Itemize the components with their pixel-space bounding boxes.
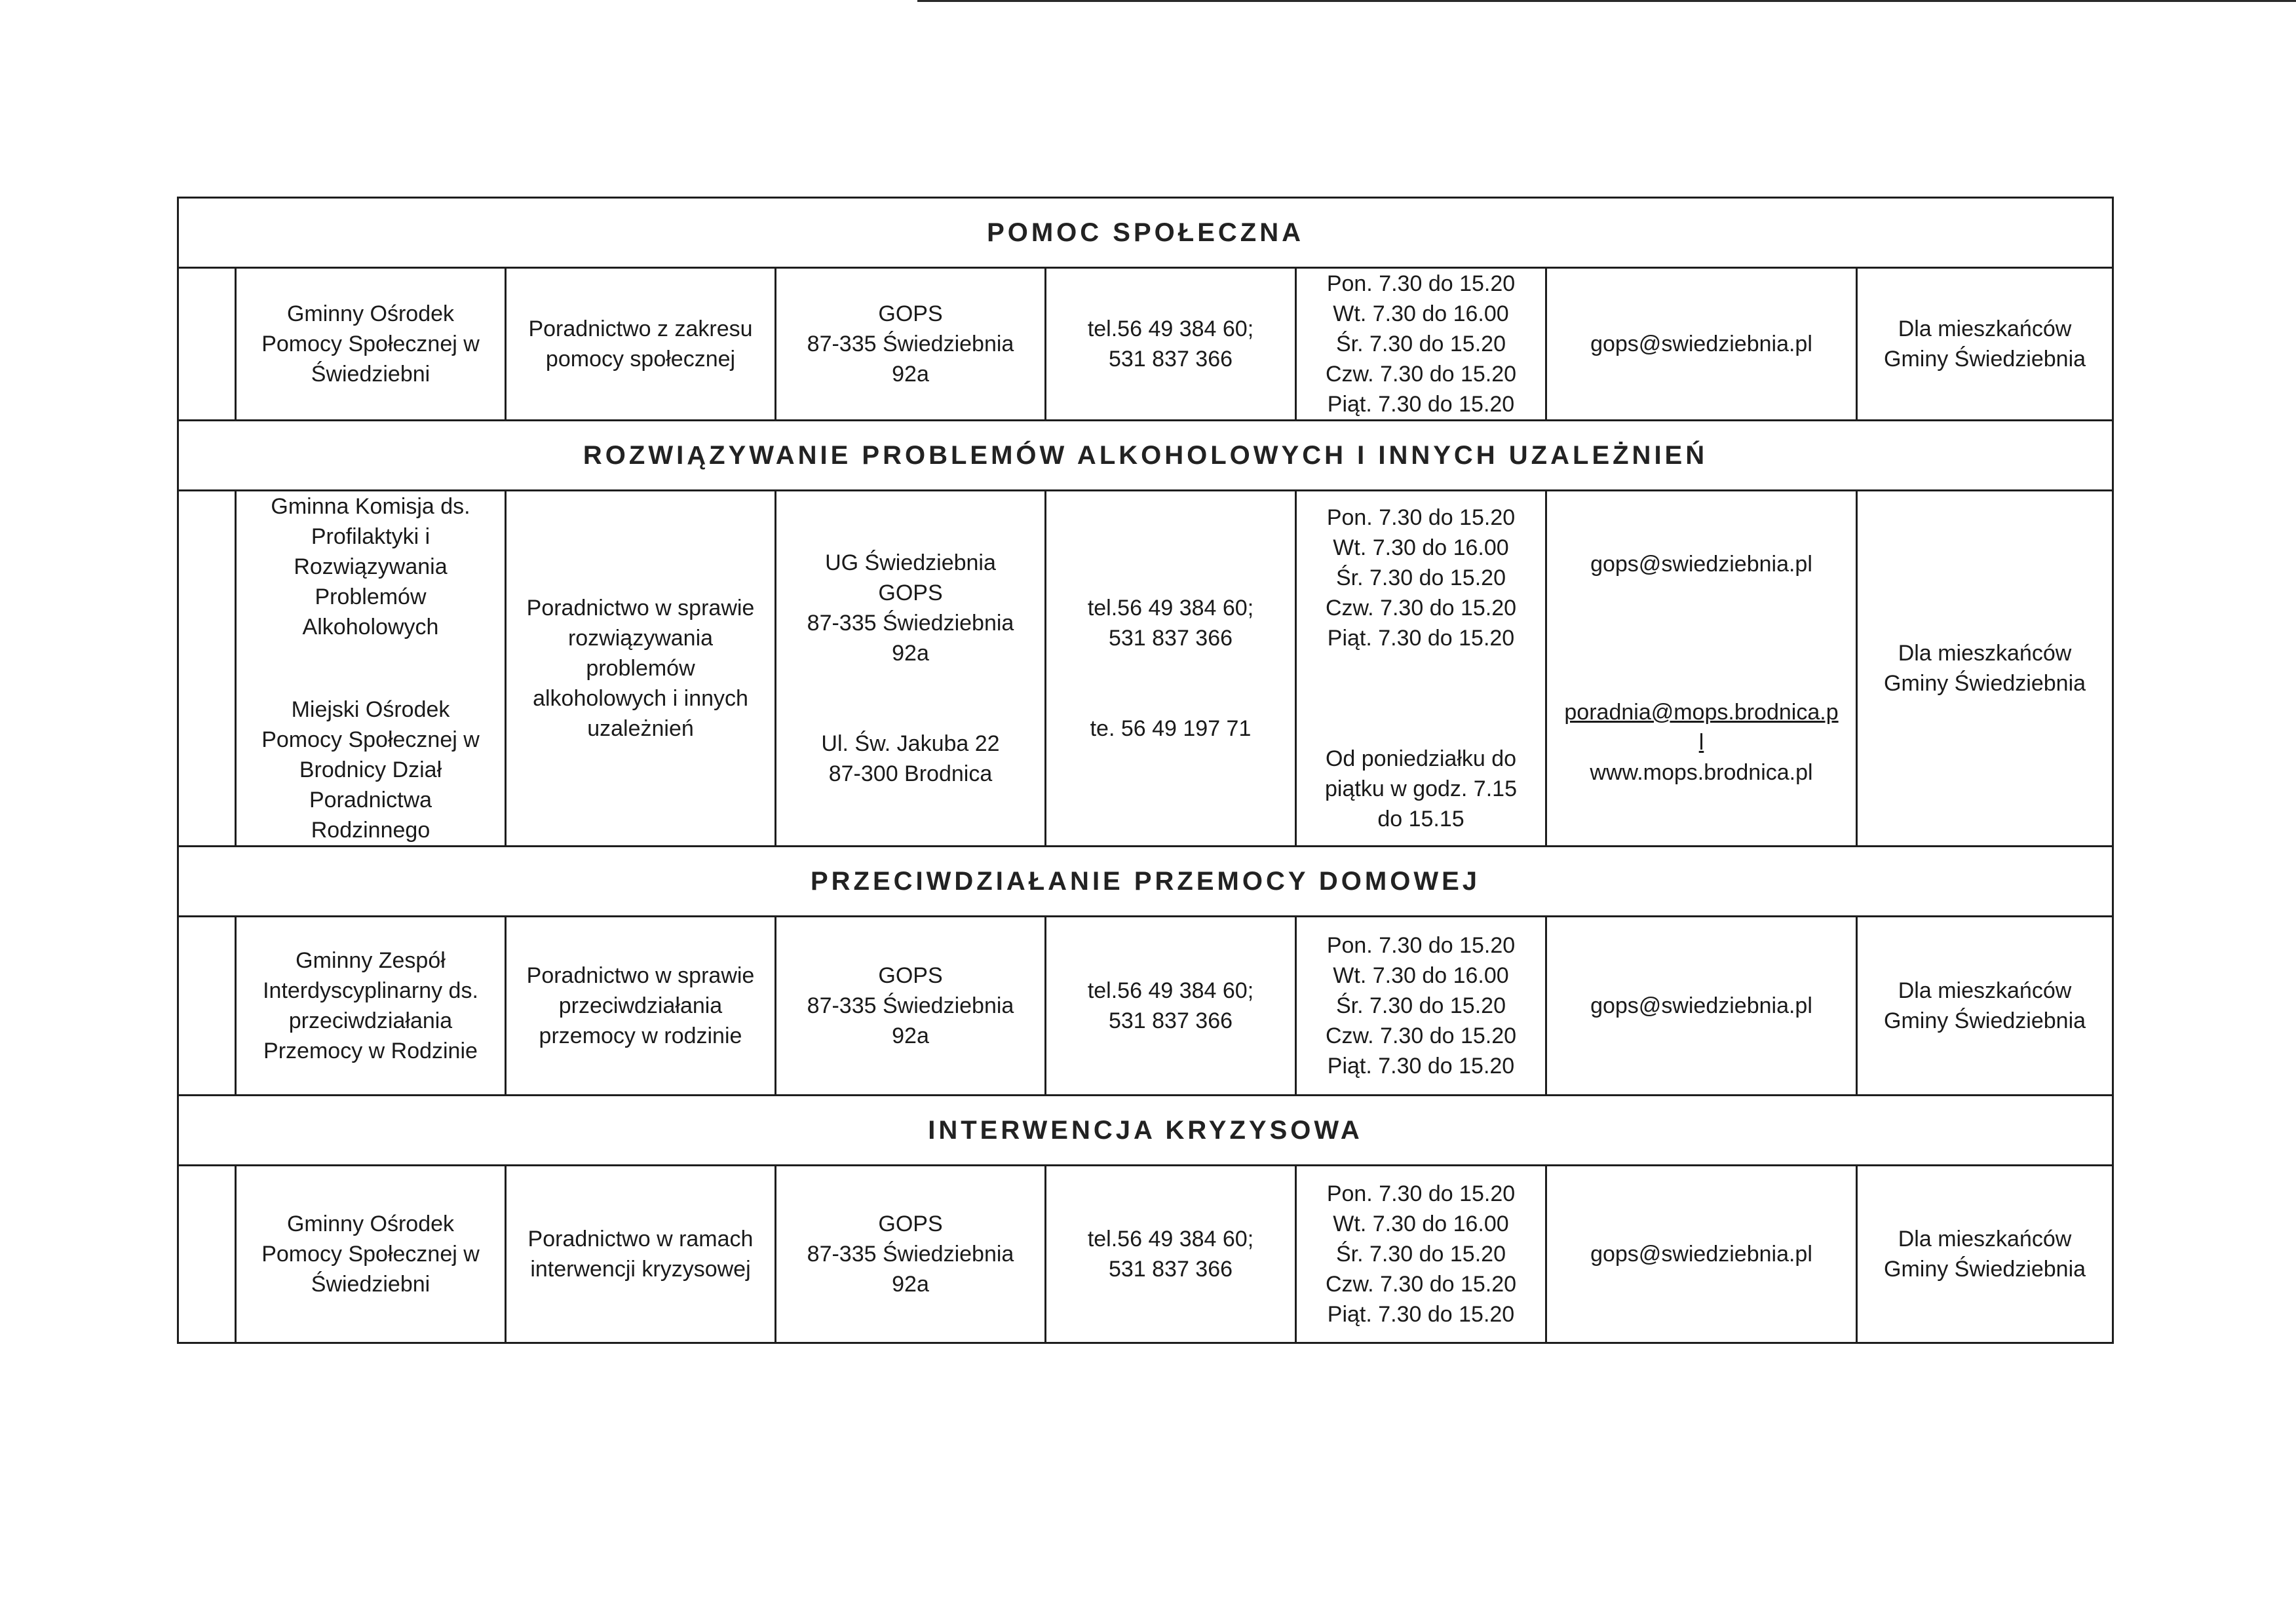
audience-cell: Dla mieszkańców Gminy Świedziebnia [1857,268,2113,421]
address-cell: GOPS 87-335 Świedziebnia 92a [776,1166,1046,1343]
email-cell[interactable]: gops@swiedziebnia.pl [1546,268,1857,421]
service-cell: Poradnictwo w sprawie rozwiązywania problemów alkoholowych i innych uzależnień [506,491,776,847]
hours-b: Od poniedziałku do piątku w godz. 7.15 do 15.15 [1325,746,1517,831]
address-b: Ul. Św. Jakuba 22 87-300 Brodnica [821,731,1000,786]
service-cell: Poradnictwo w sprawie przeciwdziałania przemocy w rodzinie [506,917,776,1096]
audience-cell: Dla mieszkańców Gminy Świedziebnia [1857,491,2113,847]
institution-a: Gminna Komisja ds. Profilaktyki i Rozwiązywania Problemów Alkoholowych [271,494,470,640]
row-number-cell [178,1166,236,1343]
hours-a: Pon. 7.30 do 15.20 Wt. 7.30 do 16.00 Śr. 7.30 do 15.20 Czw. 7.30 do 15.20 Piąt. 7.30 do 15.20 [1325,505,1517,651]
scan-top-border [917,0,2296,2]
section-header-social-help [178,198,2113,268]
section-title: POMOC SPOŁECZNA [178,198,2113,268]
phone-b: te. 56 49 197 71 [1090,716,1252,741]
email-cell [1546,491,1857,847]
institution-cell: Gminny Ośrodek Pomocy Społecznej w Świedziebni [236,268,506,421]
website-link[interactable]: www.mops.brodnica.pl [1590,760,1813,785]
phone-a: tel.56 49 384 60; 531 837 366 [1087,596,1254,651]
help-services-table [177,197,2114,1344]
phone-cell: tel.56 49 384 60; 531 837 366 [1046,268,1296,421]
address-a: UG Świedziebnia GOPS 87-335 Świedziebnia 92a [807,550,1014,666]
hours-cell: Pon. 7.30 do 15.20 Wt. 7.30 do 16.00 Śr. 7.30 do 15.20 Czw. 7.30 do 15.20 Piąt. 7.30 do 15.20 [1296,917,1546,1096]
table-row [178,491,2113,847]
address-cell [776,491,1046,847]
section-title: INTERWENCJA KRYZYSOWA [178,1096,2113,1166]
section-title: ROZWIĄZYWANIE PROBLEMÓW ALKOHOLOWYCH I INNYCH UZALEŻNIEŃ [178,421,2113,491]
institution-b: Miejski Ośrodek Pomocy Społecznej w Brodnicy Dział Poradnictwa Rodzinnego [261,697,480,843]
row-number-cell [178,917,236,1096]
address-cell: GOPS 87-335 Świedziebnia 92a [776,268,1046,421]
hours-cell: Pon. 7.30 do 15.20 Wt. 7.30 do 16.00 Śr. 7.30 do 15.20 Czw. 7.30 do 15.20 Piąt. 7.30 do 15.20 [1296,268,1546,421]
phone-cell: tel.56 49 384 60; 531 837 366 [1046,917,1296,1096]
email-cell[interactable]: gops@swiedziebnia.pl [1546,917,1857,1096]
table-row [178,917,2113,1096]
phone-cell [1046,491,1296,847]
email-cell[interactable]: gops@swiedziebnia.pl [1546,1166,1857,1343]
address-cell: GOPS 87-335 Świedziebnia 92a [776,917,1046,1096]
section-header-crisis [178,1096,2113,1166]
hours-cell [1296,491,1546,847]
institution-cell [236,491,506,847]
phone-cell: tel.56 49 384 60; 531 837 366 [1046,1166,1296,1343]
hours-cell: Pon. 7.30 do 15.20 Wt. 7.30 do 16.00 Śr. 7.30 do 15.20 Czw. 7.30 do 15.20 Piąt. 7.30 do 15.20 [1296,1166,1546,1343]
service-cell: Poradnictwo w ramach interwencji kryzysowej [506,1166,776,1343]
institution-cell: Gminny Ośrodek Pomocy Społecznej w Świedziebni [236,1166,506,1343]
service-cell: Poradnictwo z zakresu pomocy społecznej [506,268,776,421]
email-a[interactable]: gops@swiedziebnia.pl [1590,552,1812,577]
institution-cell: Gminny Zespół Interdyscyplinarny ds. przeciwdziałania Przemocy w Rodzinie [236,917,506,1096]
row-number-cell [178,491,236,847]
email-b-link[interactable]: poradnia@mops.brodnica.p l [1564,700,1839,755]
table-row [178,1166,2113,1343]
audience-cell: Dla mieszkańców Gminy Świedziebnia [1857,1166,2113,1343]
section-header-domestic-violence [178,847,2113,917]
audience-cell: Dla mieszkańców Gminy Świedziebnia [1857,917,2113,1096]
row-number-cell [178,268,236,421]
section-title: PRZECIWDZIAŁANIE PRZEMOCY DOMOWEJ [178,847,2113,917]
section-header-addiction [178,421,2113,491]
table-row [178,268,2113,421]
